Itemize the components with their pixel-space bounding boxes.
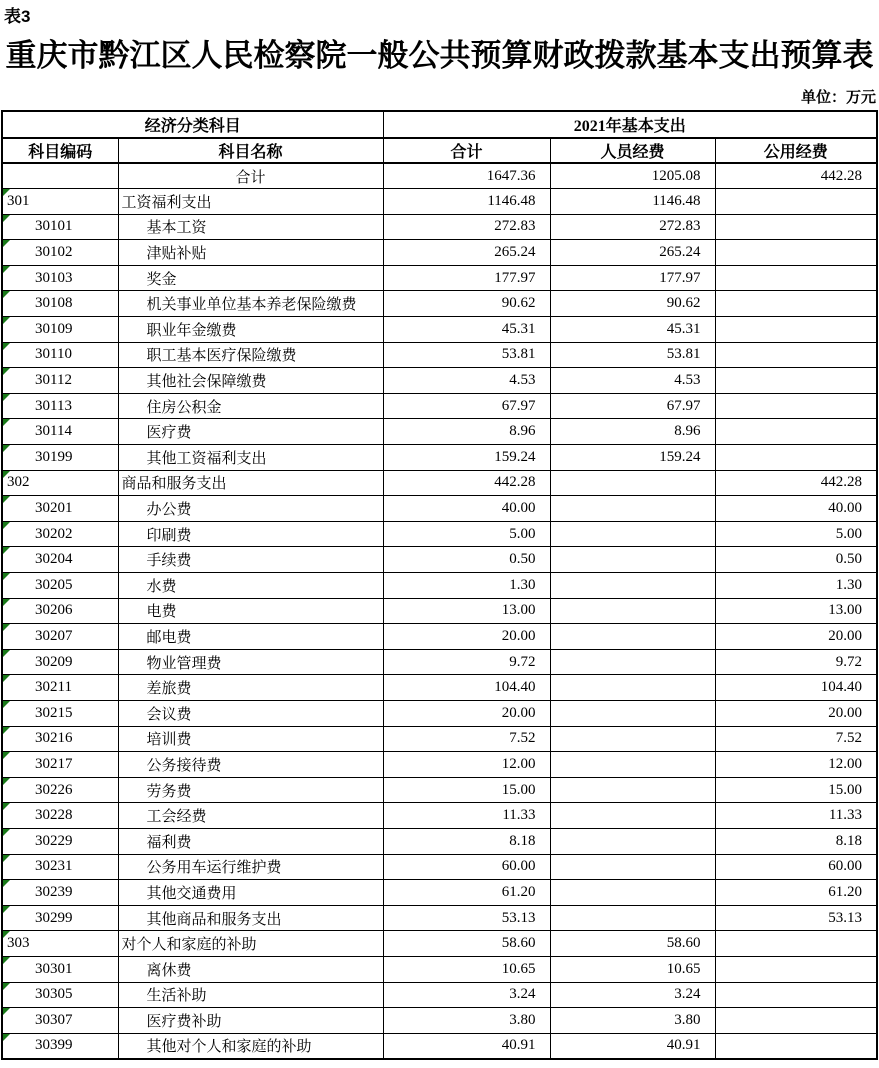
personnel-funds-value-cell: 3.80 [550,1008,715,1034]
personnel-funds-value-cell: 10.65 [550,956,715,982]
public-funds-value-cell: 5.00 [715,521,877,547]
subject-name-cell: 商品和服务支出 [118,470,383,496]
subject-name-cell: 劳务费 [118,777,383,803]
subject-name-cell: 机关事业单位基本养老保险缴费 [118,291,383,317]
public-funds-value-cell: 1.30 [715,573,877,599]
personnel-funds-value-cell [550,752,715,778]
personnel-funds-value-cell [550,624,715,650]
public-funds-value-cell: 104.40 [715,675,877,701]
total-value-cell: 9.72 [383,649,550,675]
unit-label: 单位：万元 [800,90,876,106]
subject-code-cell: 30113 [2,393,118,419]
total-value-cell: 3.80 [383,1008,550,1034]
total-value-cell: 13.00 [383,598,550,624]
subject-code-cell: 30101 [2,214,118,240]
table-number-tag: 表3 [4,7,31,26]
personnel-funds-value-cell: 265.24 [550,240,715,266]
table-row [2,419,877,445]
subject-name-cell: 差旅费 [118,675,383,701]
subject-name-cell: 水费 [118,573,383,599]
subject-name-cell: 医疗费补助 [118,1008,383,1034]
subject-code-cell: 30215 [2,700,118,726]
table-row [2,317,877,343]
total-value-cell: 10.65 [383,956,550,982]
subject-name-cell: 手续费 [118,547,383,573]
subject-code-cell: 30110 [2,342,118,368]
subject-code-cell: 30211 [2,675,118,701]
total-value-cell: 0.50 [383,547,550,573]
total-value-cell: 40.00 [383,496,550,522]
personnel-funds-value-cell: 8.96 [550,419,715,445]
total-value-cell: 7.52 [383,726,550,752]
public-funds-value-cell [715,445,877,471]
personnel-funds-value-cell: 3.24 [550,982,715,1008]
subject-code-cell: 30305 [2,982,118,1008]
header-columns-row [2,138,877,163]
table-row [2,445,877,471]
public-funds-value-cell: 53.13 [715,905,877,931]
total-value-cell: 11.33 [383,803,550,829]
personnel-funds-value-cell: 4.53 [550,368,715,394]
public-funds-value-cell [715,368,877,394]
table-row [2,598,877,624]
column-header-subject-code: 科目编码 [2,138,118,163]
total-value-cell: 53.13 [383,905,550,931]
table-row [2,931,877,957]
public-funds-value-cell: 12.00 [715,752,877,778]
subject-code-cell: 30228 [2,803,118,829]
budget-expenditure-table [1,110,878,1060]
table-row [2,624,877,650]
personnel-funds-value-cell: 1146.48 [550,189,715,215]
subject-code-cell: 302 [2,470,118,496]
public-funds-value-cell: 20.00 [715,624,877,650]
subject-code-cell: 30217 [2,752,118,778]
public-funds-value-cell [715,1033,877,1059]
total-value-cell: 4.53 [383,368,550,394]
subject-code-cell: 30229 [2,828,118,854]
subject-name-cell: 生活补助 [118,982,383,1008]
table-row [2,803,877,829]
total-value-cell: 159.24 [383,445,550,471]
table-row [2,163,877,189]
personnel-funds-value-cell [550,828,715,854]
personnel-funds-value-cell [550,547,715,573]
total-value-cell: 8.96 [383,419,550,445]
public-funds-value-cell [715,342,877,368]
subject-code-cell: 30307 [2,1008,118,1034]
subject-code-cell: 30109 [2,317,118,343]
subject-code-cell [2,163,118,189]
subject-name-cell: 邮电费 [118,624,383,650]
personnel-funds-value-cell [550,470,715,496]
public-funds-value-cell [715,982,877,1008]
table-row [2,214,877,240]
subject-name-cell: 公务接待费 [118,752,383,778]
table-row [2,1008,877,1034]
personnel-funds-value-cell: 67.97 [550,393,715,419]
header-group-row [2,111,877,138]
personnel-funds-value-cell [550,803,715,829]
page-title: 重庆市黔江区人民检察院一般公共预算财政拨款基本支出预算表 [5,38,874,73]
public-funds-value-cell [715,393,877,419]
subject-name-cell: 奖金 [118,265,383,291]
total-value-cell: 90.62 [383,291,550,317]
subject-name-cell: 印刷费 [118,521,383,547]
personnel-funds-value-cell [550,726,715,752]
public-funds-value-cell [715,214,877,240]
personnel-funds-value-cell: 177.97 [550,265,715,291]
total-value-cell: 1.30 [383,573,550,599]
subject-name-cell: 其他商品和服务支出 [118,905,383,931]
subject-name-cell: 培训费 [118,726,383,752]
subject-name-cell: 其他社会保障缴费 [118,368,383,394]
public-funds-value-cell: 9.72 [715,649,877,675]
public-funds-value-cell: 60.00 [715,854,877,880]
table-row [2,368,877,394]
public-funds-value-cell [715,189,877,215]
total-value-cell: 177.97 [383,265,550,291]
total-value-cell: 20.00 [383,624,550,650]
column-header-total: 合计 [383,138,550,163]
subject-name-cell: 其他交通费用 [118,880,383,906]
public-funds-value-cell: 15.00 [715,777,877,803]
table-row [2,956,877,982]
table-row [2,700,877,726]
personnel-funds-value-cell [550,854,715,880]
total-value-cell: 104.40 [383,675,550,701]
total-value-cell: 61.20 [383,880,550,906]
subject-name-cell: 其他对个人和家庭的补助 [118,1033,383,1059]
table-row [2,982,877,1008]
subject-name-cell: 离休费 [118,956,383,982]
personnel-funds-value-cell [550,675,715,701]
subject-code-cell: 30102 [2,240,118,266]
table-row [2,854,877,880]
header-2021-basic-expenditure: 2021年基本支出 [383,111,877,138]
public-funds-value-cell: 11.33 [715,803,877,829]
column-header-subject-name: 科目名称 [118,138,383,163]
table-body [2,163,877,1059]
subject-code-cell: 30231 [2,854,118,880]
subject-name-cell: 福利费 [118,828,383,854]
subject-code-cell: 30112 [2,368,118,394]
table-row [2,189,877,215]
subject-name-cell: 会议费 [118,700,383,726]
subject-name-cell: 基本工资 [118,214,383,240]
total-value-cell: 45.31 [383,317,550,343]
total-value-cell: 3.24 [383,982,550,1008]
public-funds-value-cell [715,931,877,957]
total-value-cell: 442.28 [383,470,550,496]
table-row [2,1033,877,1059]
subject-name-cell: 公务用车运行维护费 [118,854,383,880]
personnel-funds-value-cell: 45.31 [550,317,715,343]
subject-name-cell: 办公费 [118,496,383,522]
subject-name-cell: 医疗费 [118,419,383,445]
public-funds-value-cell: 8.18 [715,828,877,854]
subject-code-cell: 30239 [2,880,118,906]
subject-code-cell: 30114 [2,419,118,445]
subject-name-cell: 职工基本医疗保险缴费 [118,342,383,368]
subject-name-cell: 津贴补贴 [118,240,383,266]
public-funds-value-cell: 61.20 [715,880,877,906]
public-funds-value-cell: 40.00 [715,496,877,522]
personnel-funds-value-cell [550,777,715,803]
public-funds-value-cell: 442.28 [715,163,877,189]
table-row [2,291,877,317]
public-funds-value-cell [715,265,877,291]
column-header-personnel-funds: 人员经费 [550,138,715,163]
subject-code-cell: 30301 [2,956,118,982]
subject-code-cell: 303 [2,931,118,957]
total-value-cell: 5.00 [383,521,550,547]
subject-name-cell: 物业管理费 [118,649,383,675]
personnel-funds-value-cell [550,496,715,522]
subject-name-cell: 电费 [118,598,383,624]
total-value-cell: 20.00 [383,700,550,726]
public-funds-value-cell: 13.00 [715,598,877,624]
public-funds-value-cell [715,291,877,317]
subject-name-cell: 对个人和家庭的补助 [118,931,383,957]
personnel-funds-value-cell: 90.62 [550,291,715,317]
table-row [2,342,877,368]
table-row [2,496,877,522]
public-funds-value-cell: 0.50 [715,547,877,573]
subject-code-cell: 30204 [2,547,118,573]
personnel-funds-value-cell [550,700,715,726]
subject-code-cell: 30201 [2,496,118,522]
subject-code-cell: 30206 [2,598,118,624]
subject-name-cell: 职业年金缴费 [118,317,383,343]
personnel-funds-value-cell [550,573,715,599]
table-row [2,573,877,599]
total-value-cell: 15.00 [383,777,550,803]
table-row [2,393,877,419]
subject-code-cell: 30108 [2,291,118,317]
table-row [2,547,877,573]
subject-name-cell: 住房公积金 [118,393,383,419]
table-row [2,752,877,778]
table-row [2,726,877,752]
subject-name-cell: 工会经费 [118,803,383,829]
personnel-funds-value-cell: 53.81 [550,342,715,368]
table-row [2,880,877,906]
personnel-funds-value-cell: 1205.08 [550,163,715,189]
table-row [2,777,877,803]
total-value-cell: 1146.48 [383,189,550,215]
total-value-cell: 40.91 [383,1033,550,1059]
subject-name-cell: 合计 [118,163,383,189]
table-row [2,905,877,931]
public-funds-value-cell [715,317,877,343]
table-row [2,828,877,854]
table-row [2,240,877,266]
personnel-funds-value-cell [550,905,715,931]
personnel-funds-value-cell: 58.60 [550,931,715,957]
table-row [2,470,877,496]
table-row [2,265,877,291]
subject-code-cell: 30199 [2,445,118,471]
total-value-cell: 8.18 [383,828,550,854]
total-value-cell: 58.60 [383,931,550,957]
subject-code-cell: 30399 [2,1033,118,1059]
subject-code-cell: 30202 [2,521,118,547]
subject-code-cell: 30216 [2,726,118,752]
public-funds-value-cell [715,419,877,445]
public-funds-value-cell [715,240,877,266]
public-funds-value-cell [715,1008,877,1034]
subject-code-cell: 30205 [2,573,118,599]
total-value-cell: 12.00 [383,752,550,778]
total-value-cell: 60.00 [383,854,550,880]
table-row [2,521,877,547]
public-funds-value-cell: 20.00 [715,700,877,726]
subject-code-cell: 30103 [2,265,118,291]
personnel-funds-value-cell: 272.83 [550,214,715,240]
personnel-funds-value-cell: 40.91 [550,1033,715,1059]
public-funds-value-cell: 7.52 [715,726,877,752]
header-economic-classification: 经济分类科目 [2,111,383,138]
public-funds-value-cell: 442.28 [715,470,877,496]
subject-code-cell: 30299 [2,905,118,931]
total-value-cell: 53.81 [383,342,550,368]
personnel-funds-value-cell: 159.24 [550,445,715,471]
subject-name-cell: 工资福利支出 [118,189,383,215]
subject-name-cell: 其他工资福利支出 [118,445,383,471]
personnel-funds-value-cell [550,521,715,547]
total-value-cell: 265.24 [383,240,550,266]
personnel-funds-value-cell [550,649,715,675]
table-row [2,649,877,675]
column-header-public-funds: 公用经费 [715,138,877,163]
subject-code-cell: 301 [2,189,118,215]
subject-code-cell: 30226 [2,777,118,803]
table-row [2,675,877,701]
total-value-cell: 67.97 [383,393,550,419]
subject-code-cell: 30209 [2,649,118,675]
public-funds-value-cell [715,956,877,982]
subject-code-cell: 30207 [2,624,118,650]
total-value-cell: 1647.36 [383,163,550,189]
personnel-funds-value-cell [550,880,715,906]
total-value-cell: 272.83 [383,214,550,240]
personnel-funds-value-cell [550,598,715,624]
